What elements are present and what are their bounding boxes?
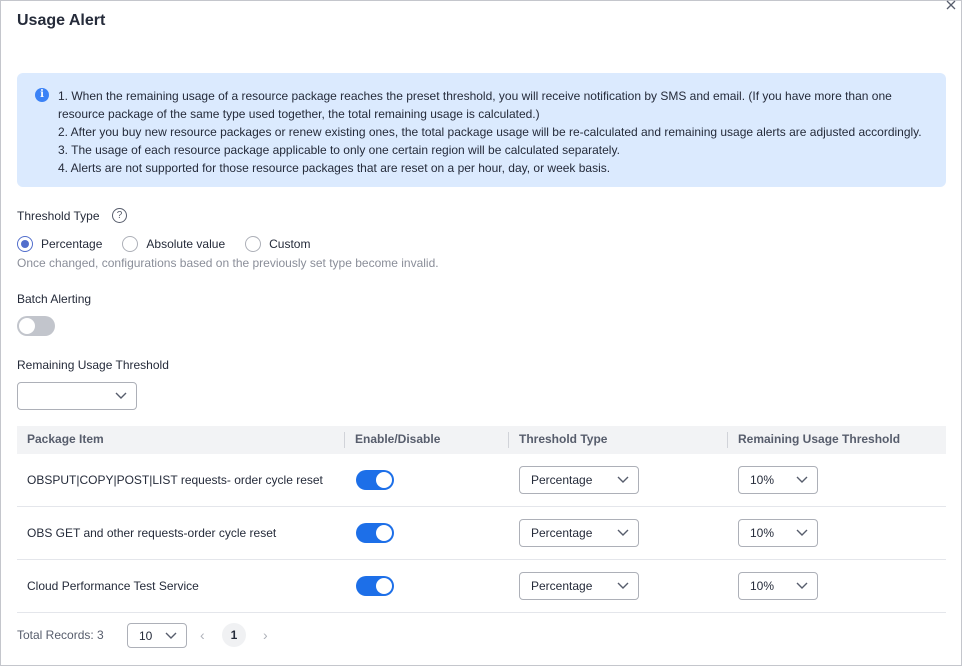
info-line: 2. After you buy new resource packages or renew existing ones, the total package usage will be re-calculated and remaining usage alerts are adjusted accordingly.: [58, 125, 922, 139]
threshold-type-hint: Once changed, configurations based on the previously set type become invalid.: [17, 256, 439, 270]
chevron-down-icon: [617, 581, 629, 591]
remaining-threshold-select[interactable]: [17, 382, 137, 410]
select-value: Percentage: [531, 579, 593, 593]
radio-absolute-value[interactable]: [122, 236, 225, 252]
threshold-type-label: Threshold Type: [17, 209, 100, 223]
chevron-down-icon: [617, 528, 629, 538]
toggle-knob: [19, 318, 35, 334]
radio-label: Absolute value: [146, 237, 226, 251]
remaining-threshold-select[interactable]: [738, 519, 818, 547]
select-value: Percentage: [531, 526, 593, 540]
radio-unchecked-icon: [122, 236, 138, 252]
info-icon: i: [35, 88, 49, 102]
dialog-title: Usage Alert: [17, 12, 106, 29]
select-value: 10%: [750, 473, 775, 487]
package-item-name: OBS GET and other requests-order cycle reset: [27, 526, 277, 540]
toggle-knob: [376, 472, 392, 488]
toggle-knob: [376, 525, 392, 541]
remaining-threshold-select[interactable]: [738, 466, 818, 494]
threshold-type-radio-group: [17, 236, 330, 252]
total-records: Total Records: 3: [17, 628, 104, 642]
enable-toggle[interactable]: [356, 523, 394, 543]
threshold-type-select[interactable]: [519, 572, 639, 600]
enable-toggle[interactable]: [356, 576, 394, 596]
table-row: [17, 560, 946, 613]
table-row: [17, 454, 946, 507]
threshold-type-select[interactable]: [519, 519, 639, 547]
package-item-name: OBSPUT|COPY|POST|LIST requests- order cycle reset: [27, 473, 323, 487]
page-size-select[interactable]: [127, 623, 187, 648]
chevron-down-icon: [617, 475, 629, 485]
pagination: [17, 623, 417, 649]
radio-custom[interactable]: [245, 236, 310, 252]
chevron-down-icon: [796, 475, 808, 485]
table-header: [17, 426, 946, 454]
toggle-knob: [376, 578, 392, 594]
help-icon[interactable]: ?: [112, 208, 127, 223]
radio-percentage[interactable]: [17, 236, 102, 252]
prev-page-icon[interactable]: ‹: [200, 627, 205, 643]
info-line: 3. The usage of each resource package applicable to only one certain region will be calculated separately.: [58, 143, 620, 157]
select-value: Percentage: [531, 473, 593, 487]
radio-label: Percentage: [41, 237, 103, 251]
package-table: [17, 426, 946, 613]
radio-unchecked-icon: [245, 236, 261, 252]
column-header: Threshold Type: [519, 432, 608, 446]
select-value: 10%: [750, 526, 775, 540]
info-line: 1. When the remaining usage of a resource package reaches the preset threshold, you will receive notification by SMS and email. (If you have more than one: [58, 89, 892, 103]
radio-checked-icon: [17, 236, 33, 252]
column-divider: [727, 432, 728, 448]
remaining-threshold-select[interactable]: [738, 572, 818, 600]
remaining-threshold-label: Remaining Usage Threshold: [17, 358, 169, 372]
column-header: Enable/Disable: [355, 432, 441, 446]
select-value: 10: [139, 629, 153, 643]
column-divider: [508, 432, 509, 448]
column-header: Remaining Usage Threshold: [738, 432, 901, 446]
chevron-down-icon: [165, 631, 177, 641]
enable-toggle[interactable]: [356, 470, 394, 490]
column-header: Package Item: [27, 432, 104, 446]
close-icon[interactable]: [944, 0, 958, 13]
table-row: [17, 507, 946, 560]
batch-alerting-toggle[interactable]: [17, 316, 55, 336]
package-item-name: Cloud Performance Test Service: [27, 579, 199, 593]
chevron-down-icon: [115, 391, 127, 401]
info-line: resource package of the same type used together, the total remaining usage is calculated.): [58, 107, 540, 121]
chevron-down-icon: [796, 581, 808, 591]
select-value: 10%: [750, 579, 775, 593]
radio-label: Custom: [269, 237, 311, 251]
chevron-down-icon: [796, 528, 808, 538]
threshold-type-select[interactable]: [519, 466, 639, 494]
next-page-icon[interactable]: ›: [263, 627, 268, 643]
info-banner: [17, 73, 946, 187]
batch-alerting-label: Batch Alerting: [17, 292, 92, 306]
info-line: 4. Alerts are not supported for those resource packages that are reset on a per hour, day, or week basis.: [58, 161, 611, 175]
column-divider: [344, 432, 345, 448]
page-number[interactable]: 1: [222, 623, 246, 647]
